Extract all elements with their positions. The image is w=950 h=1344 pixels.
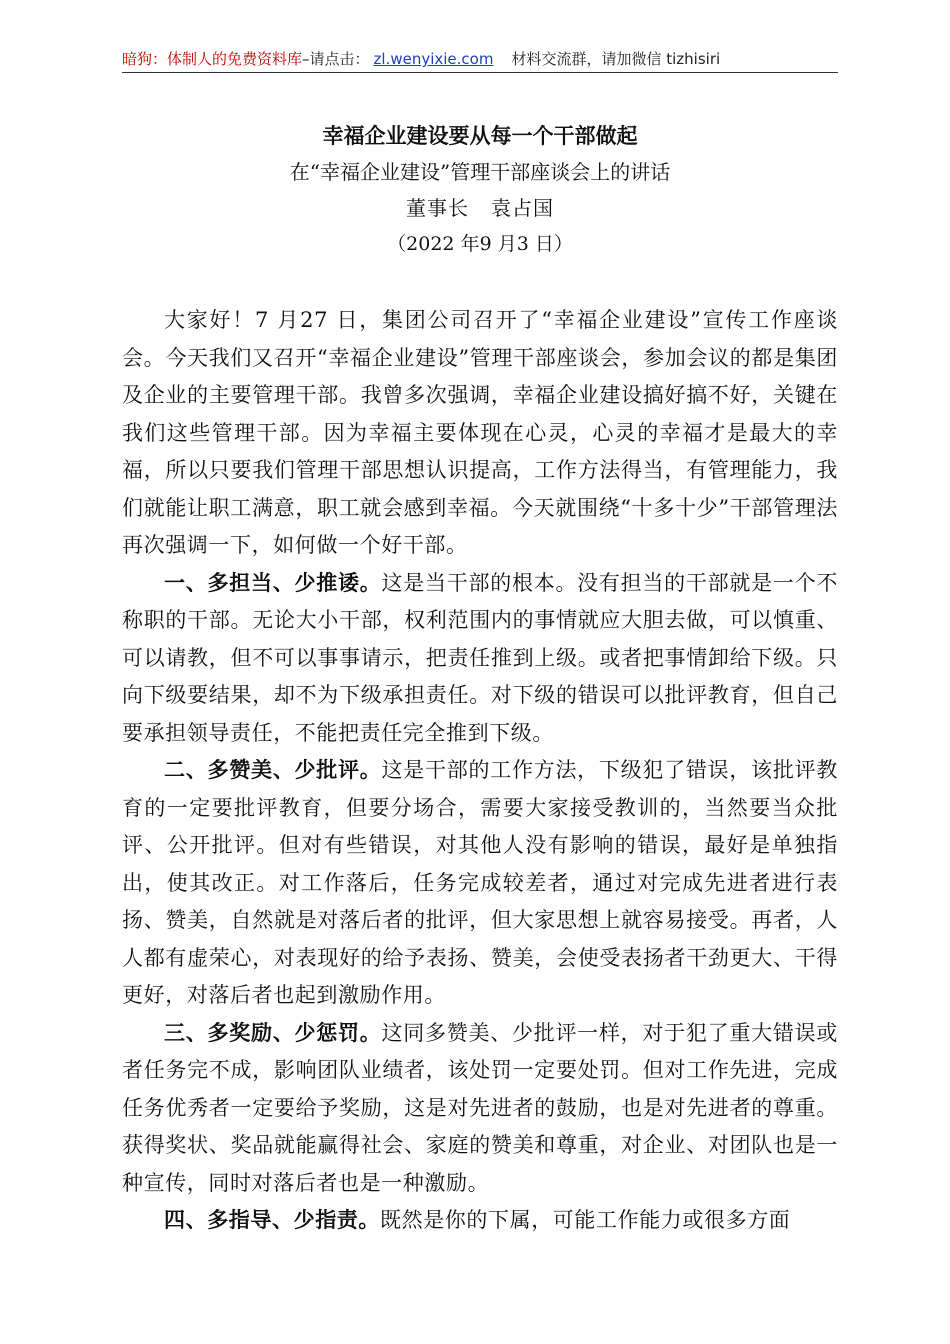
header-source-label: 暗狗：体制人的免费资料库 xyxy=(122,50,303,68)
header-contact: 材料交流群，请加微信 tizhisiri xyxy=(511,50,721,68)
header-click-prompt: –请点击： xyxy=(302,50,370,68)
paragraph xyxy=(122,302,838,565)
paragraph-text: 既然是你的下属，可能工作能力或很多方面 xyxy=(380,1208,791,1232)
document-author xyxy=(122,190,838,226)
header-link[interactable]: zl.wenyixie.com xyxy=(373,50,494,68)
paragraph-text: 这是当干部的根本。没有担当的干部就是一个不称职的干部。无论大小干部，权利范围内的事情就应大胆去做，可以慎重、可以请教，但不可以事事请示，把责任推到上级。或者把事情卸给下级。只向下级要结果，却不为下级承担责任。对下级的错误可以批评教育，但自己要承担领导责任，不能把责任完全推到下级。 xyxy=(122,570,838,745)
author-role: 董事长 xyxy=(406,196,469,220)
paragraph xyxy=(122,752,838,1015)
document-subtitle: 在“幸福企业建设”管理干部座谈会上的讲话 xyxy=(289,160,671,184)
document-body xyxy=(122,302,838,1240)
document-title-block xyxy=(122,118,838,262)
paragraph-lead: 一、多担当、少推诿。 xyxy=(164,570,382,595)
document-title: 幸福企业建设要从每一个干部做起 xyxy=(322,123,638,148)
paragraph-text: 这同多赞美、少批评一样，对于犯了重大错误或者任务完不成，影响团队业绩者，该处罚一定要处罚。但对工作先进，完成任务优秀者一定要给予奖励，这是对先进者的鼓励，也是对先进者的尊重。获得奖状、奖品就能赢得社会、家庭的赞美和尊重，对企业、对团队也是一种宣传，同时对落后者也是一种激励。 xyxy=(122,1020,838,1195)
paragraph xyxy=(122,565,838,753)
paragraph-text: 大家好！7 月27 日，集团公司召开了“幸福企业建设”宣传工作座谈会。今天我们又召开“幸福企业建设”管理干部座谈会，参加会议的都是集团及企业的主要管理干部。我曾多次强调，幸福企业建设搞好搞不好，关键在我们这些管理干部。因为幸福主要体现在心灵，心灵的幸福才是最大的幸福，所以只要我们管理干部思想认识提高，工作方法得当，有管理能力，我们就能让职工满意，职工就会感到幸福。今天就围绕“十多十少”干部管理法再次强调一下，如何做一个好干部。 xyxy=(122,308,838,557)
paragraph-lead: 四、多指导、少指责。 xyxy=(164,1208,380,1232)
page-header xyxy=(122,46,838,72)
paragraph-lead: 三、多奖励、少惩罚。 xyxy=(164,1020,382,1045)
paragraph xyxy=(122,1202,838,1240)
header-divider xyxy=(122,72,838,73)
paragraph-lead: 二、多赞美、少批评。 xyxy=(164,758,382,782)
paragraph xyxy=(122,1015,838,1203)
document-date: （2022 年9 月3 日） xyxy=(387,233,573,255)
paragraph-text: 这是干部的工作方法，下级犯了错误，该批评教育的一定要批评教育，但要分场合，需要大家接受教训的，当然要当众批评、公开批评。但对有些错误，对其他人没有影响的错误，最好是单独指出，使其改正。对工作落后，任务完成较差者，通过对完成先进者进行表扬、赞美，自然就是对落后者的批评，但大家思想上就容易接受。再者，人人都有虚荣心，对表现好的给予表扬、赞美，会使受表扬者干劲更大、干得更好，对落后者也起到激励作用。 xyxy=(122,758,838,1007)
author-name: 袁占国 xyxy=(491,196,554,220)
